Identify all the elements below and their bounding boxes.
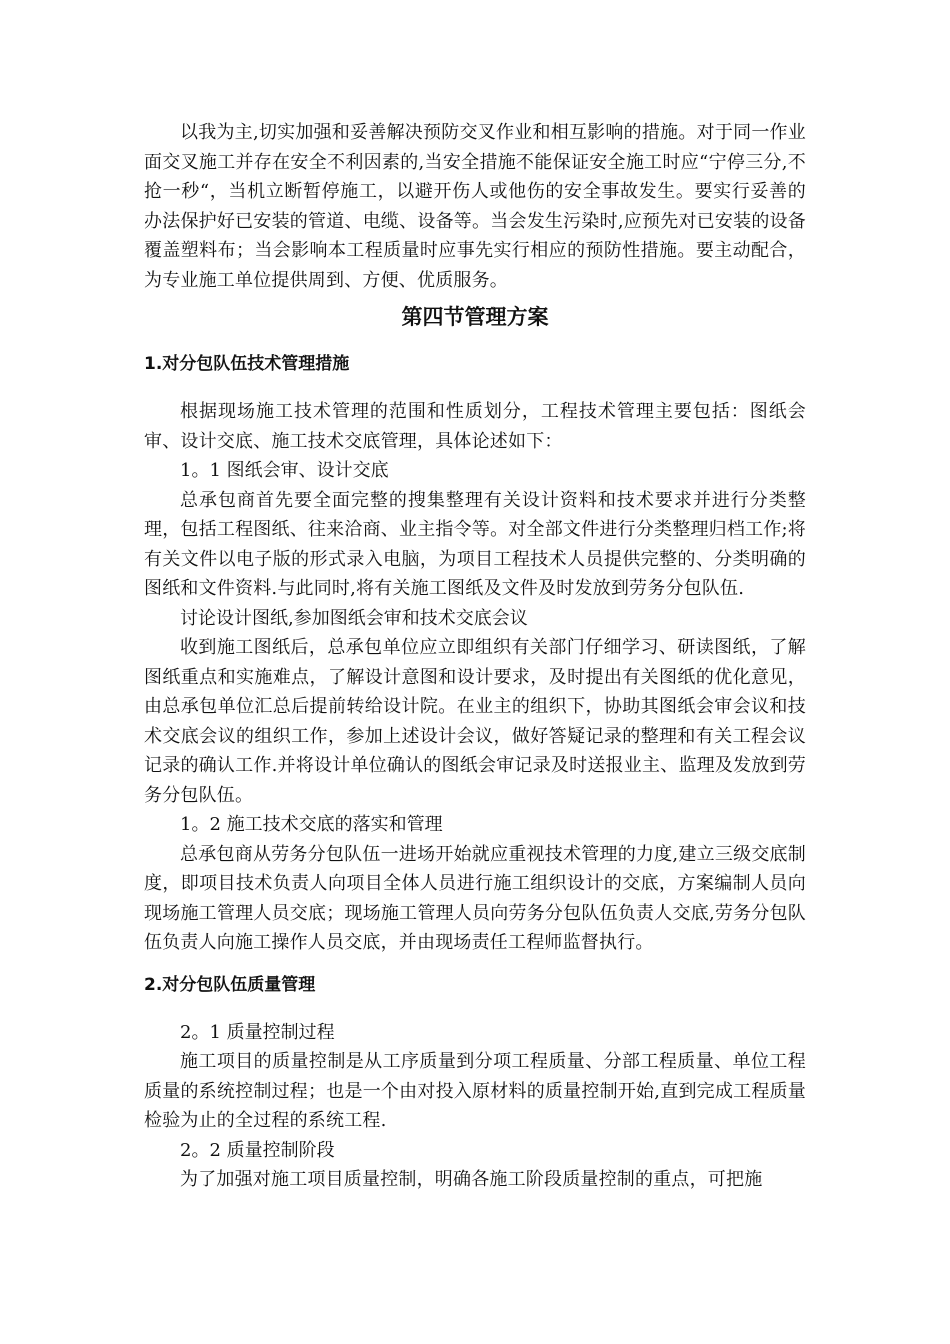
document-page [144,118,806,1195]
paragraph-technical-briefing: 总承包商从劳务分包队伍一进场开始就应重视技术管理的力度,建立三级交底制度，即项目技术负责人向项目全体人员进行施工组织设计的交底，方案编制人员向现场施工管理人员交底；现场施工管理人员向劳务分包队伍负责人交底,劳务分包队伍负责人向施工操作人员交底，并由现场责任工程师监督执行。 [144,843,806,953]
paragraph-document-collection: 总承包商首先要全面完整的搜集整理有关设计资料和技术要求并进行分类整理，包括工程图纸、往来洽商、业主指令等。对全部文件进行分类整理归档工作;将有关文件以电子版的形式录入电脑，为项目工程技术人员提供完整的、分类明确的图纸和文件资料.与此同时,将有关施工图纸及文件及时发放到劳务分包队伍. [144,489,806,599]
subheading-1-2: 1。2 施工技术交底的落实和管理 [180,814,443,835]
paragraph-drawing-review: 收到施工图纸后，总承包单位应立即组织有关部门仔细学习、研读图纸，了解图纸重点和实施难点，了解设计意图和设计要求，及时提出有关图纸的优化意见，由总承包单位汇总后提前转给设计院。在业主的组织下，协助其图纸会审会议和技术交底会议的组织工作，参加上述设计会议，做好答疑记录的整理和有关工程会议记录的确认工作.并将设计单位确认的图纸会审记录及时送报业主、监理及发放到劳务分包队伍。 [144,637,806,806]
paragraph-quality-stages: 为了加强对施工项目质量控制，明确各施工阶段质量控制的重点，可把施 [180,1169,763,1190]
subheading-discuss-drawings: 讨论设计图纸,参加图纸会审和技术交底会议 [180,607,528,629]
section-title: 第四节管理方案 [401,305,549,329]
heading-technical-management: 1.对分包队伍技术管理措施 [144,354,350,374]
subheading-1-1: 1。1 图纸会审、设计交底 [180,460,389,481]
intro-paragraph: 以我为主,切实加强和妥善解决预防交叉作业和相互影响的措施。对于同一作业面交叉施工并存在安全不利因素的,当安全措施不能保证安全施工时应“宁停三分,不抢一秒“，当机立断暂停施工，以避开伤人或他伤的安全事故发生。要实行妥善的办法保护好已安装的管道、电缆、设备等。当会发生污染时,应预先对已安装的设备覆盖塑料布；当会影响本工程质量时应事先实行相应的预防性措施。要主动配合，为专业施工单位提供周到、方便、优质服务。 [144,122,806,291]
heading-quality-management: 2.对分包队伍质量管理 [144,974,316,995]
subheading-2-2: 2。2 质量控制阶段 [180,1139,335,1161]
subheading-2-1: 2。1 质量控制过程 [180,1021,335,1043]
paragraph-technical-scope: 根据现场施工技术管理的范围和性质划分，工程技术管理主要包括：图纸会审、设计交底、施工技术交底管理，具体论述如下： [144,401,806,452]
paragraph-quality-process: 施工项目的质量控制是从工序质量到分项工程质量、分部工程质量、单位工程质量的系统控制过程；也是一个由对投入原材料的质量控制开始,直到完成工程质量检验为止的全过程的系统工程. [144,1051,806,1131]
